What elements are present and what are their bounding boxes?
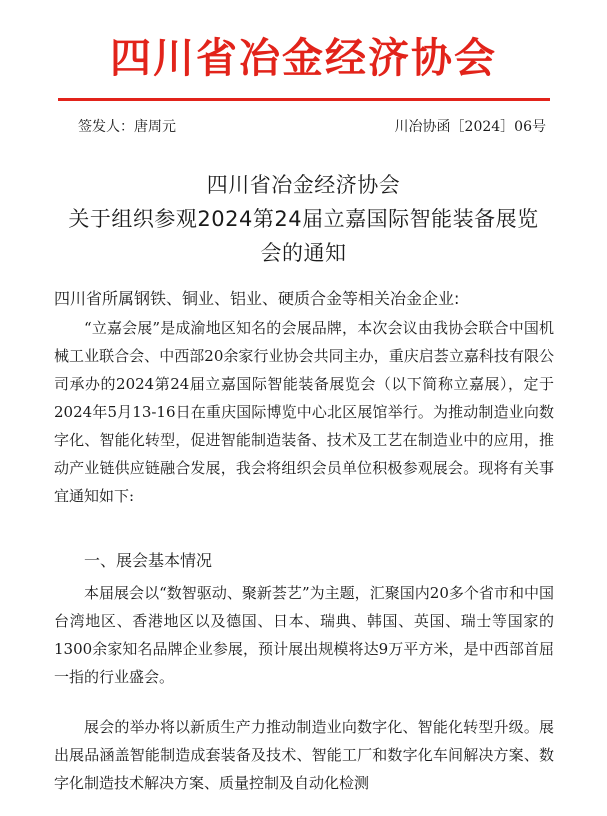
document-title-line-1: 四川省冶金经济协会 bbox=[206, 173, 401, 197]
paragraph-intro: “立嘉会展”是成渝地区知名的会展品牌，本次会议由我协会联合中国机械工业联合会、中西部20余家行业协会共同主办，重庆启荟立嘉科技有限公司承办的2024第24届立嘉国际智能装备展览会（以下简称立嘉展），定于2024年5月13-16日在重庆国际博览中心北区展馆举行。为推动制造业向数字化、智能化转型，促进智能制造装备、技术及工艺在制造业中的应用，推动产业链供应链融合发展，我会将组织会员单位积极参观展会。现将有关事宜通知如下: bbox=[54, 319, 554, 505]
document-title-line-3: 会的通知 bbox=[260, 241, 347, 265]
org-header-title: 四川省冶金经济协会 bbox=[110, 34, 497, 82]
paragraph-exhibition-scope: 展会的举办将以新质生产力推动制造业向数字化、智能化转型升级。展出展品涵盖智能制造成套装备及技术、智能工厂和数字化车间解决方案、数字化制造技术解决方案、质量控制及自动化检测 bbox=[54, 718, 554, 792]
paragraph-exhibition-overview: 本届展会以“数智驱动、聚新荟艺”为主题，汇聚国内20多个省市和中国台湾地区、香港地区以及德国、日本、瑞典、韩国、英国、瑞士等国家的1300余家知名品牌企业参展，预计展出规模将达9万平方米，是中西部首屈一指的行业盛会。 bbox=[54, 584, 554, 686]
document-title-line-2: 关于组织参观2024第24届立嘉国际智能装备展览 bbox=[68, 207, 539, 231]
section-heading-basic-info: 一、展会基本情况 bbox=[84, 551, 213, 570]
salutation: 四川省所属钢铁、铜业、铝业、硬质合金等相关冶金企业: bbox=[54, 289, 460, 308]
issuer-line: 签发人：唐周元 bbox=[78, 119, 176, 135]
document-number: 川冶协函［2024］06号 bbox=[394, 119, 546, 135]
header-divider bbox=[58, 98, 550, 101]
